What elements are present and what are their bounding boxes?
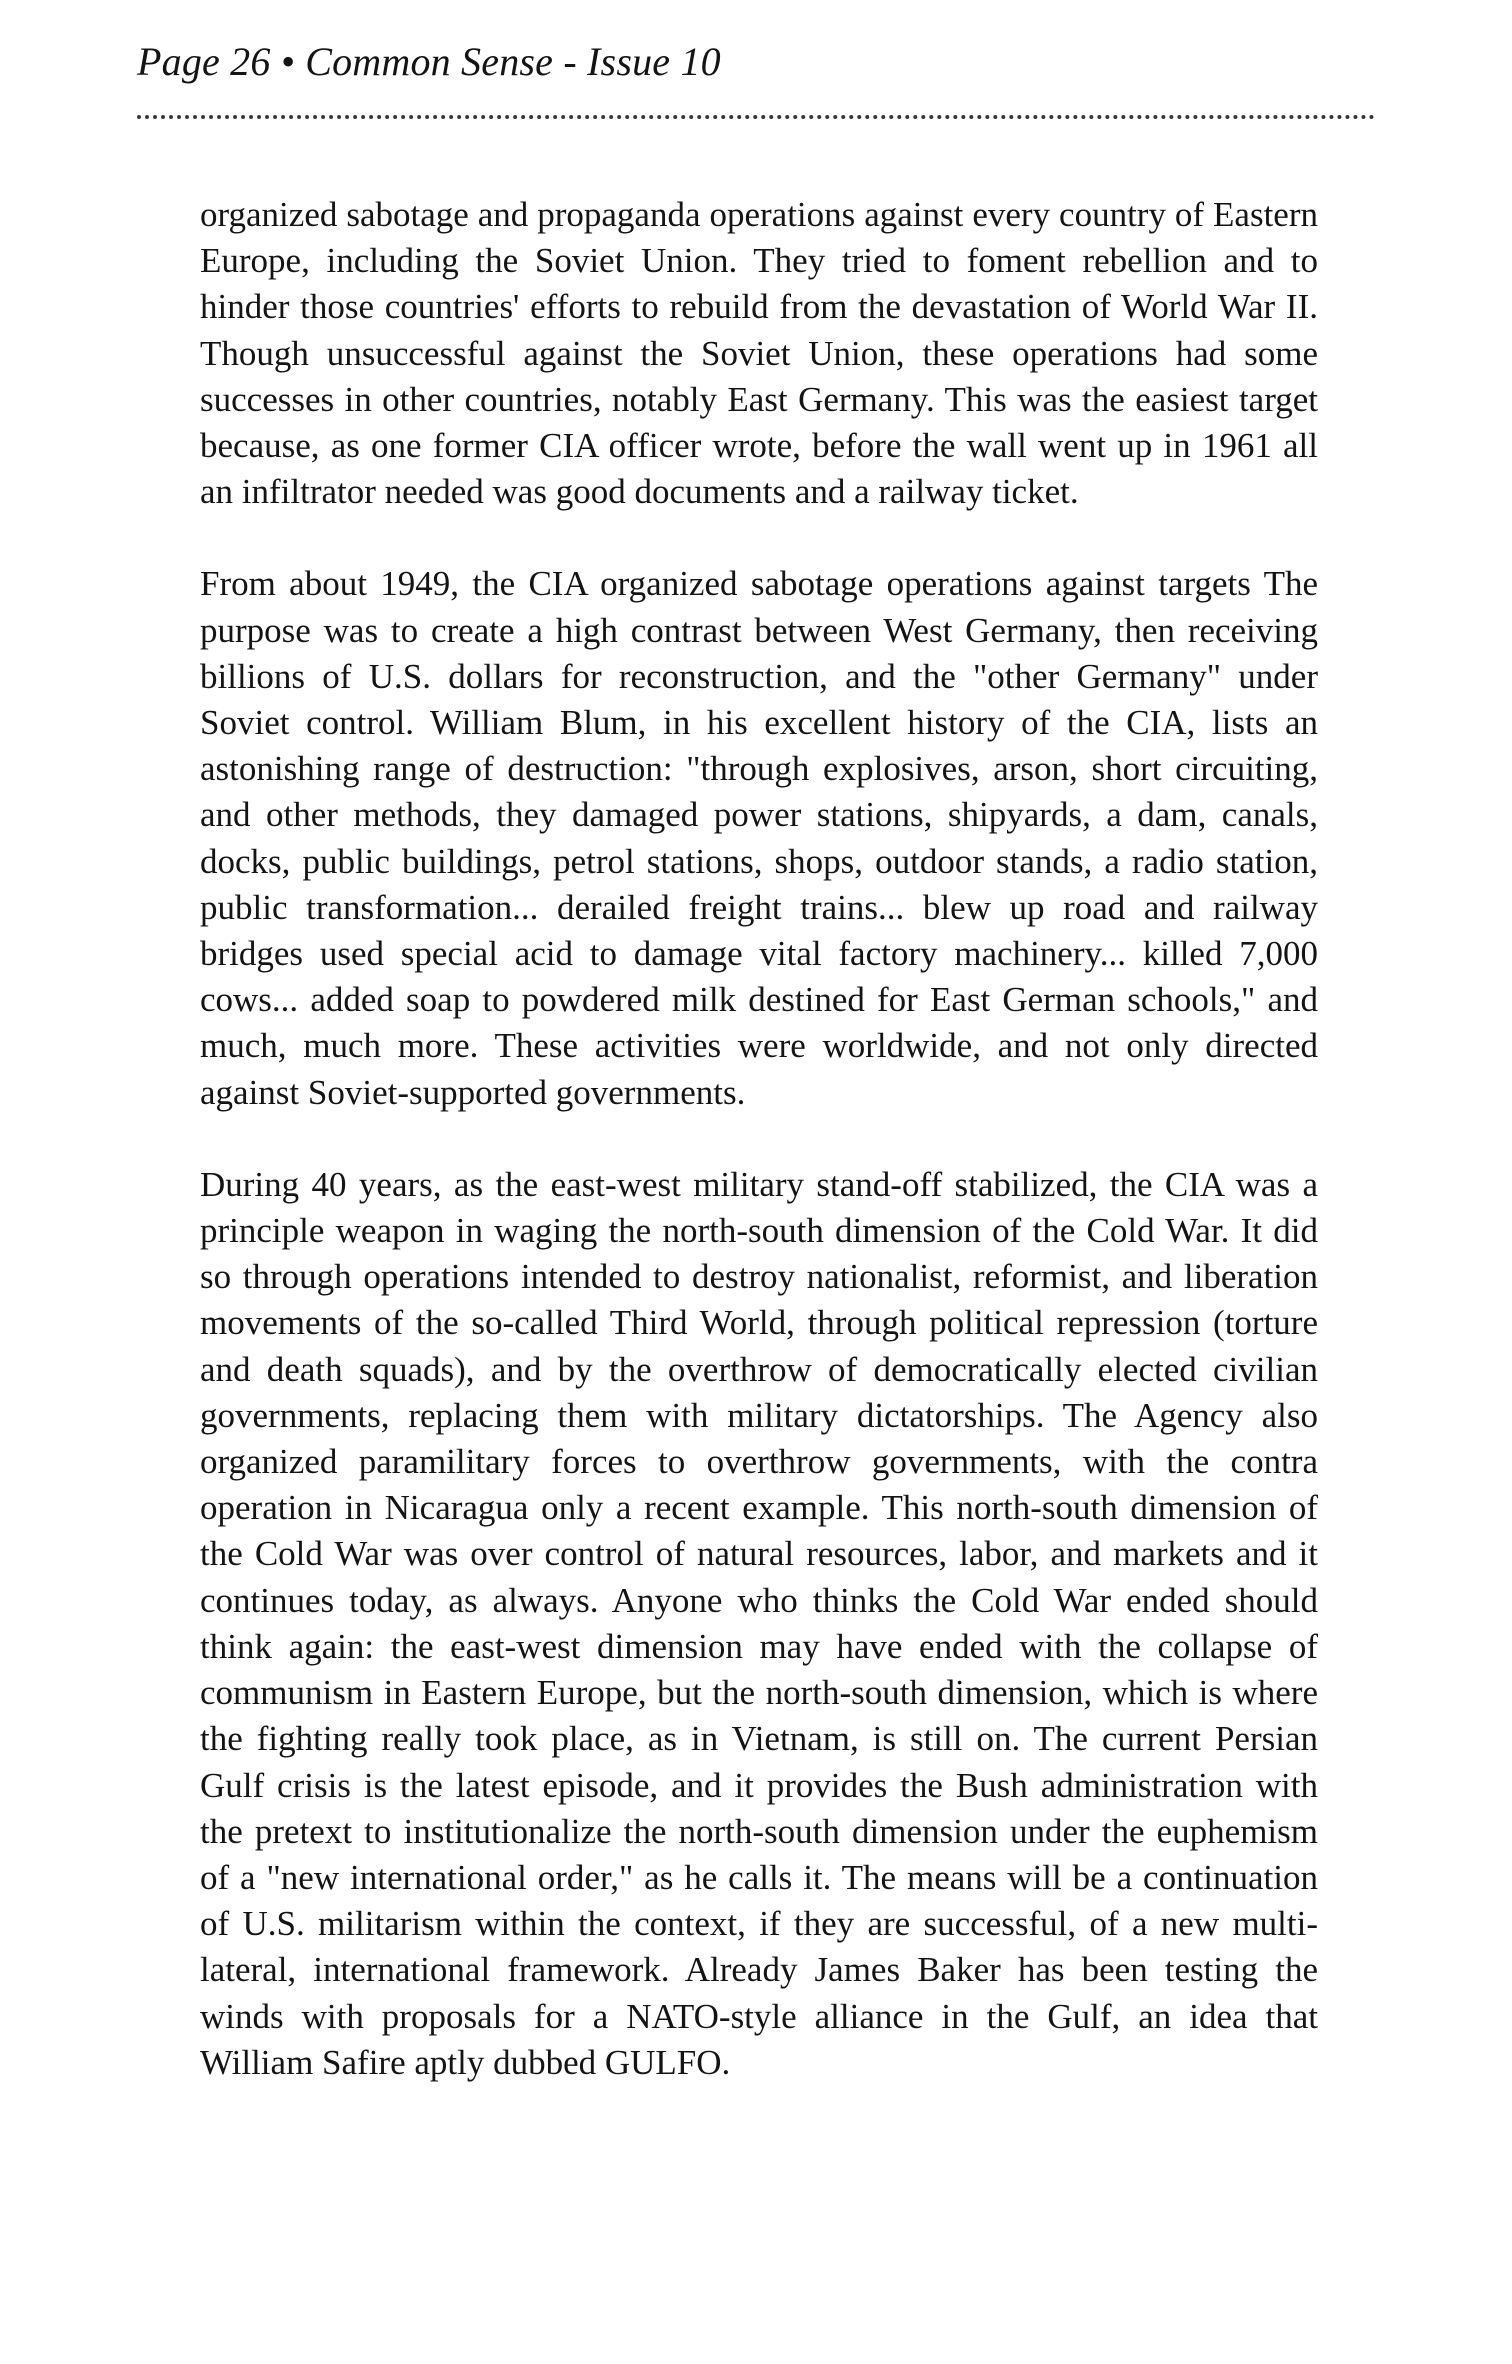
dotted-divider <box>137 115 1375 119</box>
paragraph-1: organized sabotage and propaganda operations against every country of Eastern Europe, including the Soviet Union. They tried to foment rebellion and to hinder those countries' efforts to rebuild from the devastation of World War II. Though unsuccessful against the Soviet Union, these operations had some successes in other countries, notably East Germany. This was the easiest target because, as one former CIA officer wrote, before the wall went up in 1961 all an infiltrator needed was good documents and a railway ticket. <box>200 195 1318 512</box>
article-body <box>200 192 1318 2086</box>
page-header: Page 26 • Common Sense - Issue 10 <box>137 39 721 84</box>
paragraph-3: During 40 years, as the east-west military stand-off stabilized, the CIA was a principle weapon in waging the north-south dimension of the Cold War. It did so through operations intended to destroy nationalist, reformist, and liberation movements of the so-called Third World, through political repression (torture and death squads), and by the overthrow of democratically elected civilian governments, replacing them with military dictatorships. The Agency also organized paramilitary forces to overthrow governments, with the contra operation in Nicaragua only a recent example. This north-south dimension of the Cold War was over control of natural resources, labor, and markets and it continues today, as always. Anyone who thinks the Cold War ended should think again: the east-west dimension may have ended with the collapse of communism in Eastern Europe, but the north-south dimension, which is where the fighting really took place, as in Vietnam, is still on. The current Persian Gulf crisis is the latest episode, and it provides the Bush administration with the pretext to institutionalize the north-south dimension under the euphemism of a "new international order," as he calls it. The means will be a continuation of U.S. militarism within the context, if they are successful, of a new multi-lateral, international framework. Already James Baker has been testing the winds with proposals for a NATO-style alliance in the Gulf, an idea that William Safire aptly dubbed GULFO. <box>200 1164 1318 2082</box>
paragraph-2: From about 1949, the CIA organized sabotage operations against targets The purpose was to create a high contrast between West Germany, then receiving billions of U.S. dollars for reconstruction, and the "other Germany" under Soviet control. William Blum, in his excellent history of the CIA, lists an astonishing range of destruction: "through explosives, arson, short circuiting, and other methods, they damaged power stations, shipyards, a dam, canals, docks, public buildings, petrol stations, shops, outdoor stands, a radio station, public transformation... derailed freight trains... blew up road and railway bridges used special acid to damage vital factory machinery... killed 7,000 cows... added soap to powdered milk destined for East German schools," and much, much more. These activities were worldwide, and not only directed against Soviet-supported governments. <box>200 564 1318 1112</box>
